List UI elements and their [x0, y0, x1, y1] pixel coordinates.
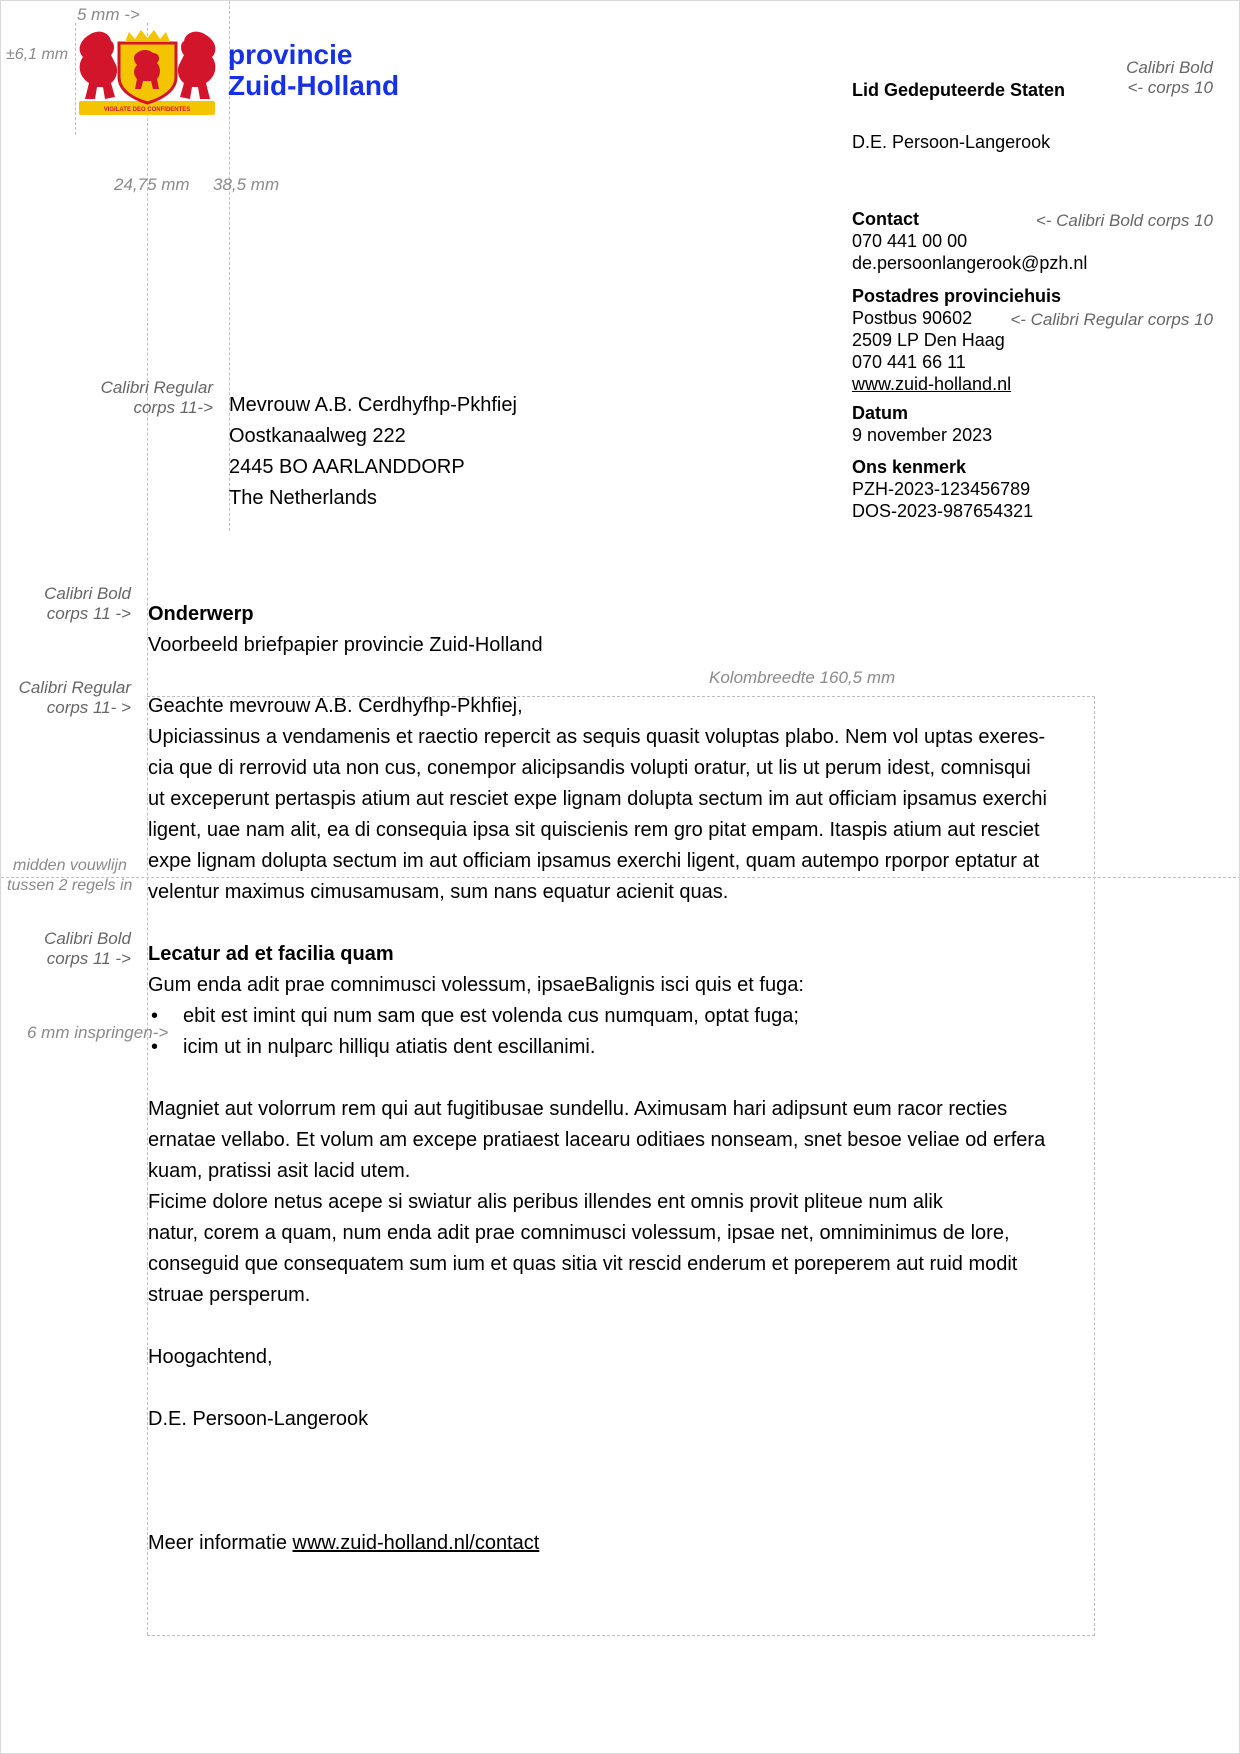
province-logo[interactable] [75, 29, 405, 119]
postbus: Postbus 90602 [852, 308, 973, 328]
annotation-385mm: 38,5 mm [213, 175, 280, 194]
paragraph-1-line: expe lignam dolupta sectum im aut officiam ipsamus exerchi ligent, quam autempo rporpor eptatur at [148, 850, 1040, 872]
recipient-name: Mevrouw A.B. Cerdhyfhp-Pkhfiej [229, 394, 517, 416]
postcode-city: 2509 LP Den Haag [852, 330, 1005, 350]
annotation-header-font-2: <- corps 10 [1127, 78, 1213, 97]
paragraph-2 [148, 1094, 1093, 1311]
contact-block [852, 208, 1087, 274]
office-phone[interactable]: 070 441 66 11 [852, 352, 966, 372]
guide-column-bottom [147, 1635, 1095, 1636]
annotation-heading-font-2: corps 11 -> [46, 949, 131, 968]
section-intro: Gum enda adit prae comnimusci volessum, ipsaeBalignis isci quis et fuga: [148, 974, 804, 996]
list-item-text: ebit est imint qui num sam que est volenda cus numquam, optat fuga; [183, 1005, 799, 1027]
paragraph-1-line: ligent, uae nam alit, ea di consequia ipsa sit quiscienis rem gro pitat empam. Itaspis atium aut resciet [148, 819, 1040, 841]
recipient-street: Oostkanaalweg 222 [229, 425, 406, 447]
sender-name: D.E. Persoon-Langerook [852, 132, 1051, 152]
annotation-fold-2: tussen 2 regels in [7, 877, 133, 894]
paragraph-2-line: kuam, pratissi asit lacid utem. [148, 1160, 411, 1182]
subject-text: Voorbeeld briefpapier provincie Zuid-Holland [148, 634, 543, 656]
paragraph-2-line: struae persperum. [148, 1284, 311, 1306]
subject-block [148, 599, 543, 661]
postadres-block [852, 285, 1061, 395]
paragraph-2-line: ernatae vellabo. Et volum am excepe pratiaest lacearu oditiaes nonseam, snet besoe veliae od erfera [148, 1129, 1046, 1151]
contact-link[interactable]: www.zuid-holland.nl/contact [292, 1532, 540, 1554]
section-heading: Lecatur ad et facilia quam [148, 943, 394, 965]
annotation-header-font-1: Calibri Bold [1126, 58, 1213, 77]
paragraph-1-line: ut exceperunt pertaspis atium aut resciet expe lignam dolupta sectum im aut officiam ipsamus exerchi [148, 788, 1047, 810]
annotation-salutation-font-1: Calibri Regular [18, 678, 131, 697]
annotation-heading-font-1: Calibri Bold [44, 929, 131, 948]
annotation-heading-font [11, 929, 131, 969]
annotation-subject-font-1: Calibri Bold [44, 584, 131, 603]
paragraph-1-line: Upiciassinus a vendamenis et raectio repercit as sequis quasit voluptas plabo. Nem vol uptas exeres- [148, 726, 1046, 748]
subject-label: Onderwerp [148, 603, 254, 625]
annotation-subject-font-2: corps 11 -> [46, 604, 131, 623]
annotation-address-font-1: Calibri Regular [100, 378, 213, 397]
letter-body [148, 691, 1093, 1559]
annotation-indent: 6 mm inspringen-> [27, 1023, 169, 1042]
annotation-postadres-font: <- Calibri Regular corps 10 [1010, 310, 1213, 329]
reference-2: DOS-2023-987654321 [852, 501, 1034, 521]
recipient-country: The Netherlands [229, 487, 377, 509]
sender-role: Lid Gedeputeerde Staten [852, 80, 1066, 100]
date-label: Datum [852, 403, 909, 423]
annotation-fold [7, 856, 132, 896]
paragraph-2-line: Ficime dolore netus acepe si swiatur alis peribus illendes ent omnis provit pliteue num alik [148, 1191, 943, 1213]
paragraph-2-line: conseguid que consequatem sum ium et quas sitia vit rescid enderum et poreperem aut ruid modit [148, 1253, 1018, 1275]
contact-phone[interactable]: 070 441 00 00 [852, 231, 968, 251]
reference-1: PZH-2023-123456789 [852, 479, 1031, 499]
left-lion [80, 32, 117, 99]
motto-text: VIGILATE DEO CONFIDENTES [103, 107, 191, 113]
logo-line-1: provincie [228, 39, 353, 70]
bullet-icon: • [151, 1036, 159, 1058]
more-info-prefix: Meer informatie [148, 1532, 293, 1554]
annotation-contact-font: <- Calibri Bold corps 10 [1035, 211, 1213, 230]
date-block [852, 402, 992, 446]
logo-line-2: Zuid-Holland [228, 70, 400, 101]
contact-email[interactable]: de.persoonlangerook@pzh.nl [852, 253, 1088, 273]
signature: D.E. Persoon-Langerook [148, 1408, 369, 1430]
reference-label: Ons kenmerk [852, 457, 967, 477]
closing: Hoogachtend, [148, 1346, 273, 1368]
salutation: Geachte mevrouw A.B. Cerdhyfhp-Pkhfiej, [148, 695, 523, 717]
paragraph-1-line: velentur maximus cimusamusam, sum nans equatur acienit quas. [148, 881, 729, 903]
list-item-text: icim ut in nulparc hilliqu atiatis dent escillanimi. [183, 1036, 596, 1058]
recipient-postcode-city: 2445 BO AARLANDDORP [229, 456, 465, 478]
list-item [148, 1001, 1093, 1032]
annotation-subject-font [11, 584, 131, 624]
guide-column-right [1094, 696, 1095, 1636]
right-lion [178, 32, 215, 99]
bullet-icon: • [151, 1005, 159, 1027]
annotation-5mm: 5 mm -> [77, 5, 140, 24]
coat-of-arms-icon [75, 29, 220, 117]
crown [125, 30, 170, 42]
logo-text [228, 39, 399, 101]
contact-label: Contact [852, 209, 919, 229]
paragraph-1-line: cia que di rerrovid uta non cus, conempor alicipsandis volupti oratur, ut lis ut perum idest, comnisqui [148, 757, 1031, 779]
date-value: 9 november 2023 [852, 425, 993, 445]
more-info [148, 1528, 1093, 1559]
paragraph-1 [148, 722, 1093, 908]
website-link[interactable]: www.zuid-holland.nl [852, 374, 1012, 394]
paragraph-2-line: natur, corem a quam, num enda adit prae comnimusci volessum, ipsae net, omniminimus de lore, [148, 1222, 1010, 1244]
annotation-61mm: ±6,1 mm [6, 46, 69, 63]
annotation-2475mm: 24,75 mm [114, 175, 190, 194]
reference-block [852, 456, 1033, 522]
annotation-fold-1: midden vouwlijn [13, 857, 127, 874]
annotation-column-width: Kolombreedte 160,5 mm [709, 668, 896, 687]
list-item [148, 1032, 1093, 1063]
recipient-address [229, 390, 517, 514]
annotation-salutation-font-2: corps 11- > [46, 698, 131, 717]
annotation-address-font [41, 378, 213, 418]
postadres-label: Postadres provinciehuis [852, 286, 1062, 306]
paragraph-2-line: Magniet aut volorrum rem qui aut fugitibusae sundellu. Aximusam hari adipsunt eum racor recties [148, 1098, 1008, 1120]
annotation-address-font-2: corps 11-> [133, 398, 213, 417]
annotation-salutation-font [7, 678, 131, 718]
